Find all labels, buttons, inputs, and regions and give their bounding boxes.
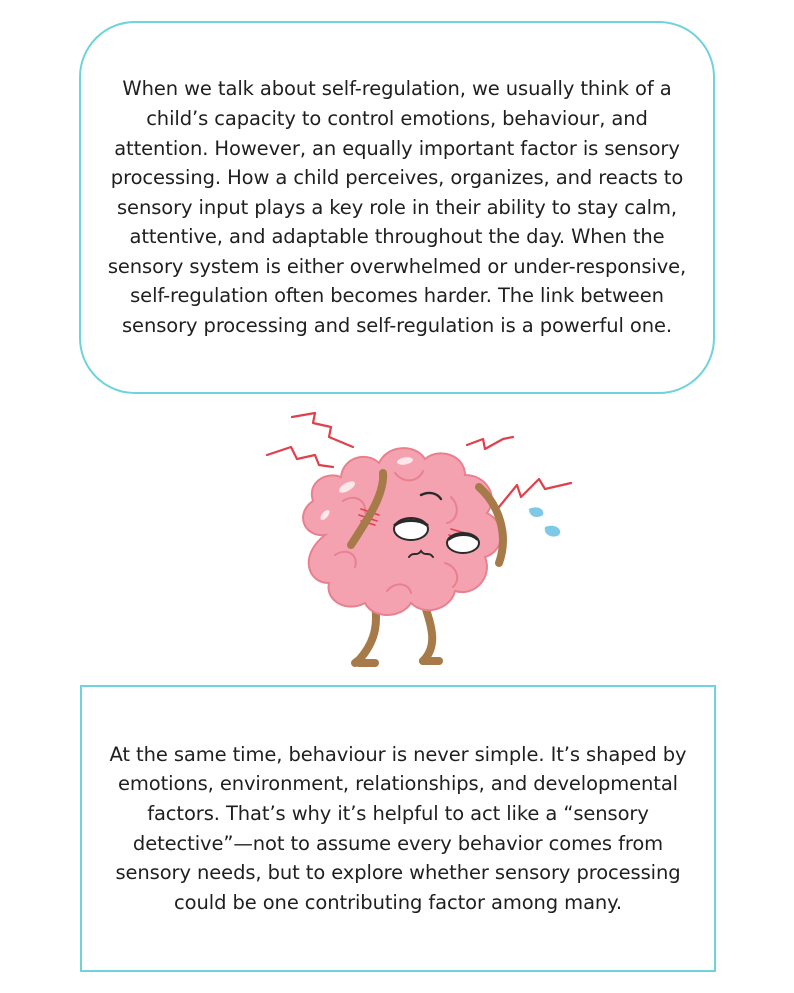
sweat-drops-icon — [529, 507, 560, 536]
note-paragraph: At the same time, behaviour is never simple. It’s shaped by emotions, environment, relationships, and developmental factors. That’s why it’s helpful to act like a “sensory detective”—not to assume every behavior comes from sensory needs, but to explore whether sensory processing could be one contributing factor among many. — [109, 742, 687, 914]
note-card — [80, 685, 716, 972]
intro-paragraph: When we talk about self-regulation, we usually think of a child’s capacity to control emotions, behaviour, and attention. However, an equally important factor is sensory processing. How a child perceives, organizes, and reacts to sensory input plays a key role in their ability to stay calm, attentive, and adaptable throughout the day. When the sensory system is either overwhelmed or under-responsive, self-regulation often becomes harder. The link between sensory processing and self-regulation is a powerful one. — [107, 77, 687, 338]
intro-card — [79, 21, 715, 394]
stressed-brain-icon — [255, 405, 585, 675]
